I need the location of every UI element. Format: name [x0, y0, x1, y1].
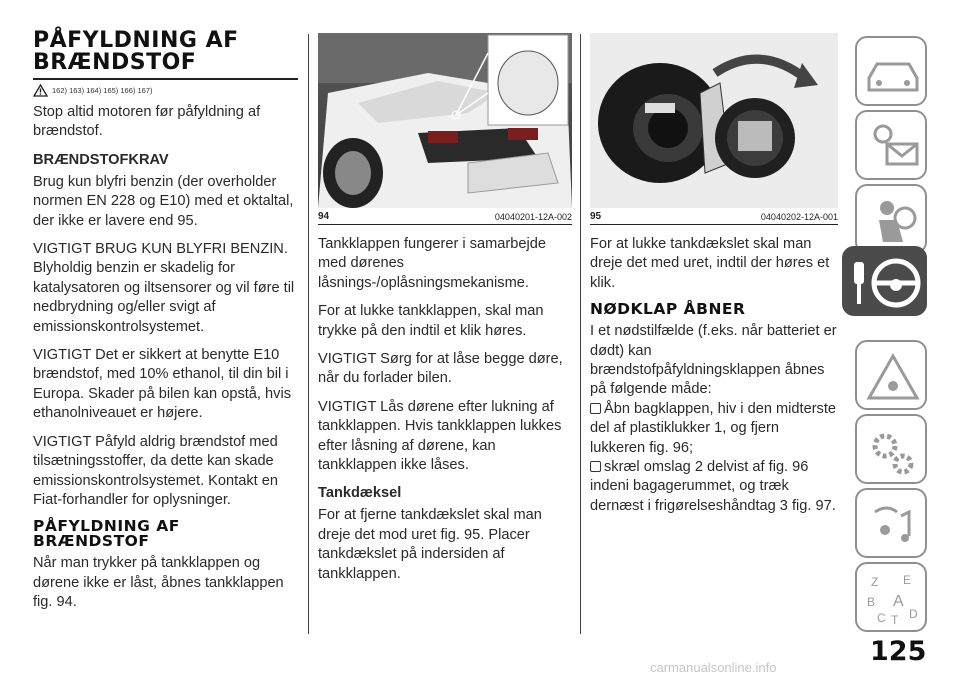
paragraph: VIGTIGT Påfyld aldrig brændstof med tilsætningsstoffer, da dette kan skade emissionskontrolsystemet. Kontakt en Fiat-forhandler for oplysninger.	[33, 433, 278, 508]
column-divider	[308, 34, 309, 634]
page-number: 125	[870, 636, 927, 667]
paragraph: For at lukke tankklappen, skal man trykke på den indtil et klik høres.	[318, 303, 544, 339]
intro-text: Stop altid motoren før påfyldning af brændstof.	[33, 104, 261, 140]
index-letter: A	[893, 593, 904, 610]
car-icon	[857, 38, 929, 108]
paragraph: For at lukke tankdækslet skal man dreje det med uret, indtil der høres et klik.	[590, 236, 830, 291]
tab-emergency[interactable]	[855, 340, 927, 410]
tab-starting-driving[interactable]	[842, 246, 927, 316]
paragraph: VIGTIGT Det er sikkert at benytte E10 brændstof, med 10% ethanol, til din bil i Europa. Skader på bilen kan opstå, hvis ethanolniveauet er højere.	[33, 347, 291, 422]
warning-triangle-icon	[33, 84, 48, 97]
warning-refs	[33, 84, 298, 97]
paragraph: I et nødstilfælde (f.eks. når batteriet er dødt) kan brændstofpåfyldningsklappen åbnes på følgende måde:	[590, 323, 837, 398]
title-rule	[33, 78, 298, 80]
column-2	[318, 0, 572, 593]
paragraph: Tankklappen fungerer i samarbejde med dørenes låsnings-/oplåsningsmekanisme.	[318, 236, 546, 291]
step-2: skræl omslag 2 delvist af fig. 96 indeni bagagerummet, og træk dernæst i frigørelseshåndtag 3 fig. 97.	[590, 459, 836, 514]
tab-multimedia[interactable]	[855, 488, 927, 558]
column-divider	[580, 34, 581, 634]
index-letter: T	[891, 613, 899, 627]
heading-emergency-opener: NØDKLAP ÅBNER	[590, 300, 746, 319]
checkbox-bullet-icon	[590, 461, 601, 472]
paragraph: VIGTIGT BRUG KUN BLYFRI BENZIN. Blyholdig benzin er skadelig for katalysatoren og iltsensorer og vil føre til nedbrydning og/eller svigt af emissionskontrolsystemet.	[33, 241, 295, 335]
subheading-fuel-cap: Tankdæksel	[318, 485, 402, 502]
tab-car-overview[interactable]	[855, 36, 927, 106]
index-letter: E	[903, 573, 912, 587]
figure-95-image	[590, 33, 838, 208]
warning-refs-text: 162) 163) 164) 165) 166) 167)	[52, 86, 153, 95]
index-letter: D	[909, 607, 918, 621]
gears-icon	[857, 416, 929, 486]
figure-number: 94	[318, 211, 330, 222]
checkbox-bullet-icon	[590, 403, 601, 414]
emergency-icon	[857, 342, 929, 412]
index-letter: C	[877, 611, 886, 625]
paragraph: VIGTIGT Sørg for at låse begge døre, når du forlader bilen.	[318, 351, 563, 387]
tab-maintenance[interactable]	[855, 414, 927, 484]
index-letter: Z	[871, 575, 879, 589]
figure-number: 95	[590, 211, 602, 222]
figure-94-caption	[318, 208, 572, 225]
figure-code: 04040201-12A-002	[494, 212, 572, 222]
section-title: PÅFYLDNING AF BRÆNDSTOF	[33, 28, 239, 75]
paragraph: VIGTIGT Lås dørene efter lukning af tankklappen. Hvis tankklappen lukkes efter låsning af dørene, kan tankklappen ikke låses.	[318, 398, 562, 474]
subheading-fuel-requirements: BRÆNDSTOFKRAV	[33, 151, 169, 168]
heading-refuelling: PÅFYLDNING AF BRÆNDSTOF	[33, 517, 180, 551]
tab-index[interactable]	[855, 562, 927, 632]
index-letters-icon	[857, 564, 929, 634]
steering-wheel-icon	[844, 248, 929, 318]
index-letter: B	[867, 595, 876, 609]
step-1: Åbn bagklappen, hiv i den midterste del af plastiklukker 1, og fjern lukkeren fig. 96;	[590, 400, 837, 456]
paragraph: Brug kun blyfri benzin (der overholder normen EN 228 og E10) med et oktaltal, der ikke er lavere end 95.	[33, 173, 294, 229]
paragraph: Når man trykker på tankklappen og dørene ikke er låst, åbnes tankklappen fig. 94.	[33, 555, 284, 611]
column-3	[590, 0, 838, 525]
watermark: carmanualsonline.info	[650, 660, 777, 675]
tab-warning-lights[interactable]	[855, 110, 927, 180]
tab-safety[interactable]	[855, 184, 927, 254]
multimedia-icon	[857, 490, 929, 560]
figure-code: 04040202-12A-001	[760, 212, 838, 222]
warning-lights-icon	[857, 112, 929, 182]
figure-94-image	[318, 33, 572, 208]
figure-95-caption	[590, 208, 838, 225]
column-1	[33, 0, 298, 622]
paragraph: For at fjerne tankdækslet skal man dreje det mod uret fig. 95. Placer tankdækslet på indersiden af tankklappen.	[318, 507, 542, 582]
